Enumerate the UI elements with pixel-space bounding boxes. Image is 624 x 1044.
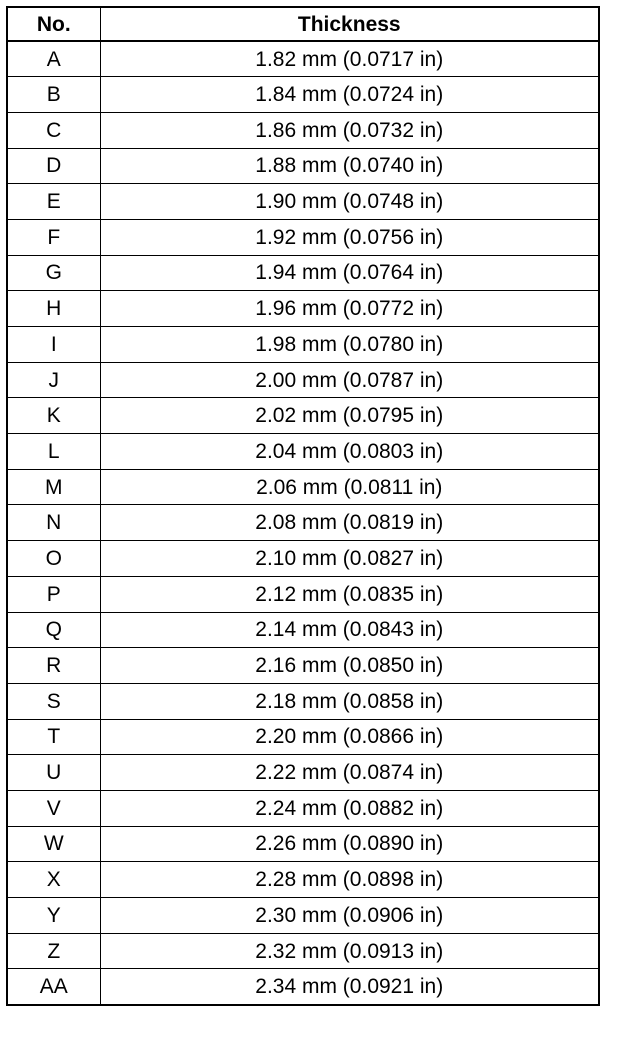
table-row bbox=[7, 933, 599, 969]
table-row bbox=[7, 291, 599, 327]
cell-no: U bbox=[7, 755, 100, 791]
table-row bbox=[7, 755, 599, 791]
cell-no: D bbox=[7, 148, 100, 184]
table-row bbox=[7, 327, 599, 363]
table-row bbox=[7, 398, 599, 434]
table-row bbox=[7, 505, 599, 541]
table-row bbox=[7, 184, 599, 220]
column-header-no: No. bbox=[7, 7, 100, 41]
cell-thickness: 2.20 mm (0.0866 in) bbox=[100, 719, 599, 755]
table-row bbox=[7, 469, 599, 505]
table-row bbox=[7, 576, 599, 612]
cell-thickness: 2.34 mm (0.0921 in) bbox=[100, 969, 599, 1005]
table-row bbox=[7, 219, 599, 255]
cell-thickness: 2.16 mm (0.0850 in) bbox=[100, 648, 599, 684]
cell-thickness: 2.30 mm (0.0906 in) bbox=[100, 898, 599, 934]
cell-thickness: 2.06 mm (0.0811 in) bbox=[100, 469, 599, 505]
table-row bbox=[7, 969, 599, 1005]
thickness-table bbox=[6, 6, 600, 1006]
cell-thickness: 1.82 mm (0.0717 in) bbox=[100, 41, 599, 77]
cell-no: E bbox=[7, 184, 100, 220]
table-row bbox=[7, 612, 599, 648]
cell-thickness: 2.10 mm (0.0827 in) bbox=[100, 541, 599, 577]
cell-no: T bbox=[7, 719, 100, 755]
table-row bbox=[7, 898, 599, 934]
cell-no: J bbox=[7, 362, 100, 398]
table-row bbox=[7, 862, 599, 898]
cell-thickness: 1.96 mm (0.0772 in) bbox=[100, 291, 599, 327]
cell-no: AA bbox=[7, 969, 100, 1005]
cell-no: I bbox=[7, 327, 100, 363]
cell-no: M bbox=[7, 469, 100, 505]
table-row bbox=[7, 648, 599, 684]
cell-thickness: 2.02 mm (0.0795 in) bbox=[100, 398, 599, 434]
cell-thickness: 2.12 mm (0.0835 in) bbox=[100, 576, 599, 612]
cell-no: Z bbox=[7, 933, 100, 969]
cell-no: L bbox=[7, 434, 100, 470]
cell-no: C bbox=[7, 112, 100, 148]
table-row bbox=[7, 719, 599, 755]
table-row bbox=[7, 362, 599, 398]
cell-thickness: 1.88 mm (0.0740 in) bbox=[100, 148, 599, 184]
cell-thickness: 2.28 mm (0.0898 in) bbox=[100, 862, 599, 898]
cell-thickness: 2.04 mm (0.0803 in) bbox=[100, 434, 599, 470]
cell-no: W bbox=[7, 826, 100, 862]
table-row bbox=[7, 255, 599, 291]
table-row bbox=[7, 826, 599, 862]
cell-thickness: 2.14 mm (0.0843 in) bbox=[100, 612, 599, 648]
cell-no: Q bbox=[7, 612, 100, 648]
cell-no: P bbox=[7, 576, 100, 612]
cell-no: F bbox=[7, 219, 100, 255]
table-row bbox=[7, 683, 599, 719]
table-row bbox=[7, 148, 599, 184]
column-header-thickness: Thickness bbox=[100, 7, 599, 41]
cell-no: K bbox=[7, 398, 100, 434]
cell-no: S bbox=[7, 683, 100, 719]
table-row bbox=[7, 434, 599, 470]
table-row bbox=[7, 541, 599, 577]
cell-thickness: 1.84 mm (0.0724 in) bbox=[100, 77, 599, 113]
table-row bbox=[7, 112, 599, 148]
cell-no: R bbox=[7, 648, 100, 684]
cell-thickness: 1.86 mm (0.0732 in) bbox=[100, 112, 599, 148]
cell-thickness: 2.18 mm (0.0858 in) bbox=[100, 683, 599, 719]
table-row bbox=[7, 41, 599, 77]
cell-thickness: 1.92 mm (0.0756 in) bbox=[100, 219, 599, 255]
cell-no: A bbox=[7, 41, 100, 77]
cell-thickness: 2.08 mm (0.0819 in) bbox=[100, 505, 599, 541]
table-row bbox=[7, 77, 599, 113]
cell-thickness: 2.26 mm (0.0890 in) bbox=[100, 826, 599, 862]
cell-no: N bbox=[7, 505, 100, 541]
table-row bbox=[7, 790, 599, 826]
cell-no: G bbox=[7, 255, 100, 291]
cell-thickness: 2.32 mm (0.0913 in) bbox=[100, 933, 599, 969]
header-row bbox=[7, 7, 599, 41]
cell-thickness: 1.98 mm (0.0780 in) bbox=[100, 327, 599, 363]
cell-thickness: 2.24 mm (0.0882 in) bbox=[100, 790, 599, 826]
table-body bbox=[7, 41, 599, 1005]
cell-no: V bbox=[7, 790, 100, 826]
cell-no: O bbox=[7, 541, 100, 577]
cell-no: B bbox=[7, 77, 100, 113]
cell-thickness: 2.00 mm (0.0787 in) bbox=[100, 362, 599, 398]
cell-thickness: 2.22 mm (0.0874 in) bbox=[100, 755, 599, 791]
cell-no: H bbox=[7, 291, 100, 327]
cell-no: X bbox=[7, 862, 100, 898]
cell-thickness: 1.94 mm (0.0764 in) bbox=[100, 255, 599, 291]
cell-no: Y bbox=[7, 898, 100, 934]
cell-thickness: 1.90 mm (0.0748 in) bbox=[100, 184, 599, 220]
